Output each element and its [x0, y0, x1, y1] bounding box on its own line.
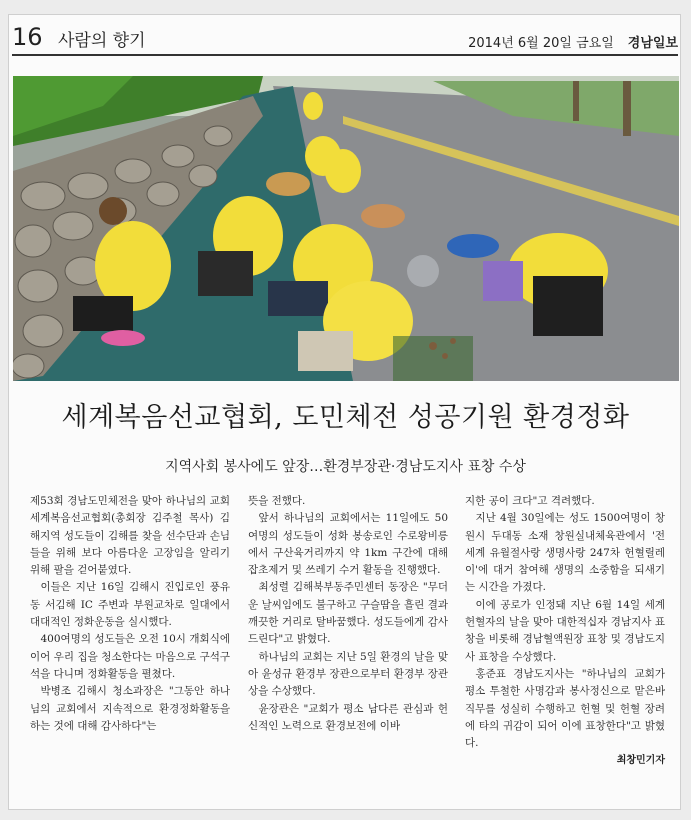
article-subheadline: 지역사회 봉사에도 앞장…환경부장관·경남도지사 표창 수상: [165, 459, 526, 475]
newspaper-name: 경남일보: [627, 36, 678, 51]
paragraph: 뜻을 전했다.: [248, 495, 306, 507]
section-title: 사람의 향기: [58, 31, 146, 51]
paragraph: 윤장관은 "교회가 평소 남다른 관심과 헌신적인 노력으로 환경보전에 이바: [248, 702, 448, 732]
article-column-1: [30, 493, 230, 735]
article-column-3: [465, 493, 665, 770]
paragraph: 이에 공로가 인정돼 지난 6월 14일 세계 헌혈자의 날을 맞아 대한적십자 경남지사 표창을 비롯해 경남혈액원장 표창 및 경남도지사 표창을 수상했다.: [465, 598, 665, 663]
issue-date: 2014년 6월 20일 금요일: [468, 36, 614, 51]
article-photo: [13, 76, 679, 381]
paragraph: 지난 4월 30일에는 성도 1500여명이 창원시 두대동 소재 창원실내체육관에서 '전 세계 유월절사랑 생명사랑 247차 헌혈릴레이'에 대거 참여해 생명의 소중함을 되새기는 시간을 가졌다.: [465, 512, 665, 594]
paragraph: 지한 공이 크다"고 격려했다.: [465, 495, 595, 507]
article-column-2: [248, 493, 448, 735]
paragraph: 홍준표 경남도지사는 "하나님의 교회가 평소 투철한 사명감과 봉사정신으로 맡은바 직무를 성실히 수행하고 헌혈 및 헌혈 장려에 타의 귀감이 되어 이에 표창한다"고 밝혔다.: [465, 667, 665, 750]
reporter-byline: 최창민기자: [616, 755, 665, 767]
paragraph: 이들은 지난 16일 김해시 진입로인 풍유동 서김해 IC 주변과 부원교차로 일대에서 대대적인 정화운동을 실시했다.: [30, 581, 230, 629]
paragraph: 앞서 하나님의 교회에서는 11일에도 50여명의 성도들이 성화 봉송로인 수로왕비릉에서 구산육거리까지 약 1km 구간에 대해 잡초제거 및 쓰레기 수거 활동을 진행했다.: [248, 512, 448, 577]
paragraph: 400여명의 성도들은 오전 10시 개회식에 이어 우리 집을 청소한다는 마음으로 구석구석을 다니며 정화활동을 펼쳤다.: [30, 633, 230, 680]
paragraph: 최성렬 김해북부동주민센터 동장은 "무더운 날씨임에도 불구하고 구슬땀을 흘린 결과 깨끗한 거리로 탈바꿈했다. 성도들에게 감사드린다"고 밝혔다.: [248, 581, 448, 646]
paragraph: 하나님의 교회는 지난 5일 환경의 날을 맞아 윤성규 환경부 장관으로부터 환경부 장관상을 수상했다.: [248, 650, 448, 698]
paragraph: 제53회 경남도민체전을 맞아 하나님의 교회 세계복음선교협회(총회장 김주철 목사) 김해지역 성도들이 김해를 찾을 선수단과 손님들을 위해 보다 아름다운 고장임을 알리기 위해 팔을 걷어붙였다.: [30, 495, 230, 577]
page-header: [12, 23, 678, 56]
paragraph: 박병조 김해시 청소과장은 "그동안 하나님의 교회에서 지속적으로 환경정화활동을 하는 것에 대해 감사하다"는: [30, 685, 230, 732]
article-headline: 세계복음선교협회, 도민체전 성공기원 환경정화: [61, 402, 630, 433]
page-number: 16: [12, 23, 43, 51]
